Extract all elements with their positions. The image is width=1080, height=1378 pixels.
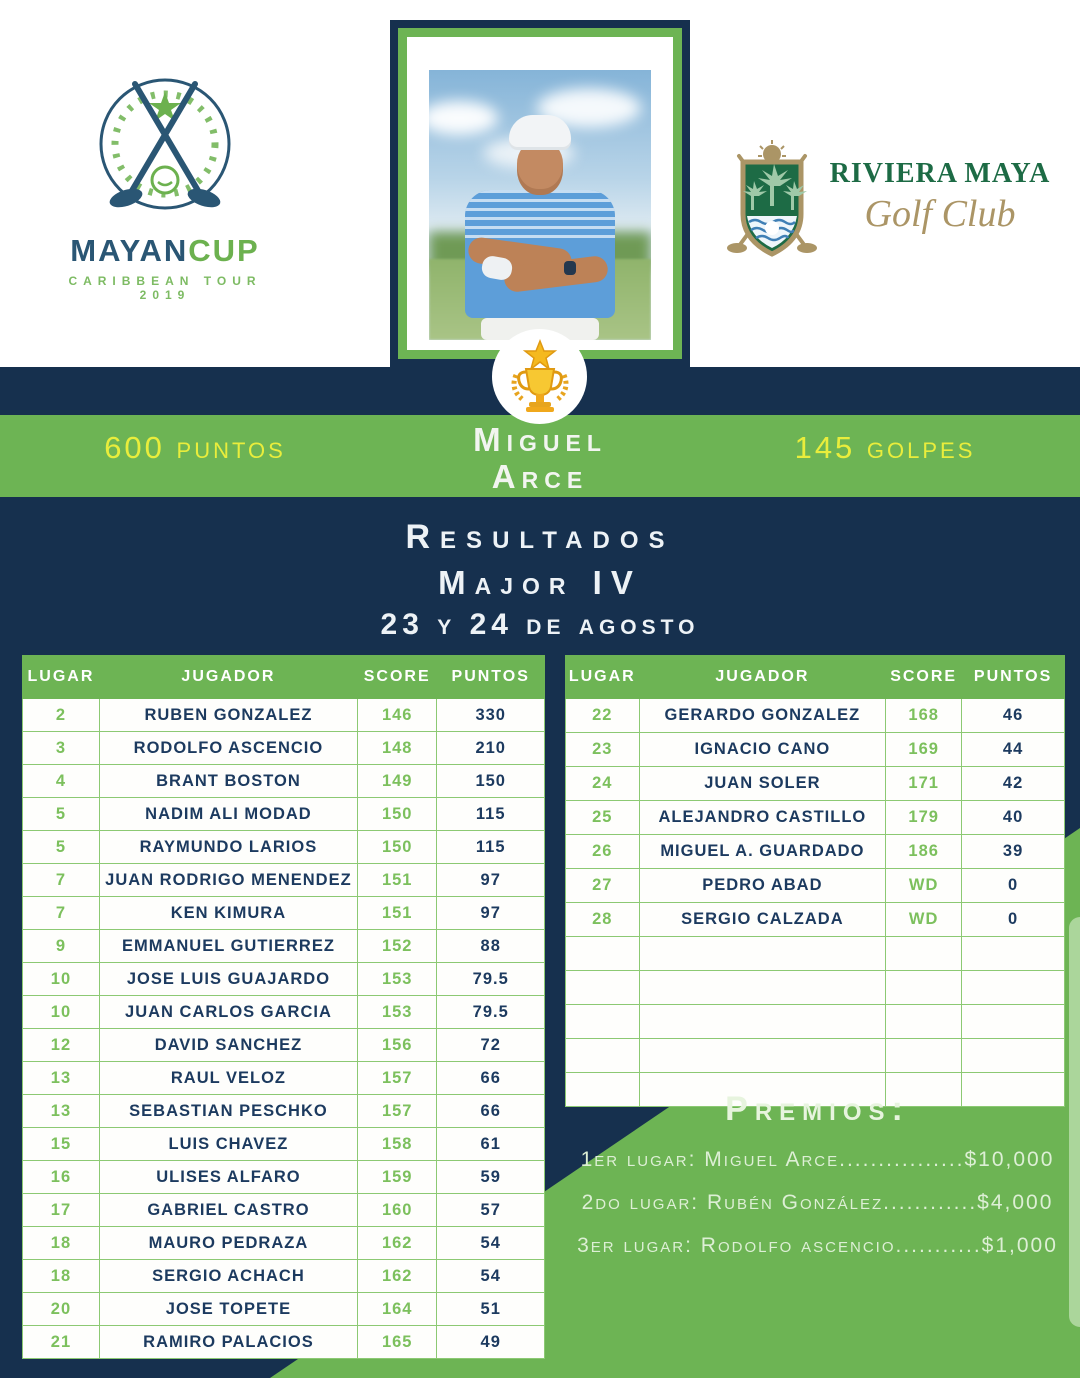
table-cell: 150 [437,765,545,798]
table-cell: 51 [437,1293,545,1326]
column-header-puntos: PUNTOS [962,656,1065,699]
table-cell: 40 [962,801,1065,835]
table-cell: 13 [23,1095,100,1128]
table-cell: 4 [23,765,100,798]
premios-section [560,1090,1075,1258]
table-cell: JUAN CARLOS GARCIA [99,996,357,1029]
table-cell: 23 [566,733,640,767]
table-cell [886,937,962,971]
table-cell: 157 [357,1062,436,1095]
table-cell: 61 [437,1128,545,1161]
table-cell: ALEJANDRO CASTILLO [639,801,886,835]
table-cell: MAURO PEDRAZA [99,1227,357,1260]
table-cell [639,1039,886,1073]
player-last-name: Arce [491,458,589,495]
table-cell: 153 [357,963,436,996]
table-cell: 24 [566,767,640,801]
table-cell: 115 [437,831,545,864]
table-row [23,963,545,996]
table-row [23,831,545,864]
table-cell: RAYMUNDO LARIOS [99,831,357,864]
table-cell [962,937,1065,971]
table-header-row [566,656,1065,699]
table-cell: 165 [357,1326,436,1359]
table-cell: WD [886,903,962,937]
golfer-cap [509,115,571,147]
table-cell: 156 [357,1029,436,1062]
table-cell: 10 [23,963,100,996]
table-cell: 0 [962,903,1065,937]
mayan-cup-wordmark [40,233,290,269]
table-cell: 5 [23,798,100,831]
table-cell [962,1039,1065,1073]
golf-ball-icon [152,167,178,193]
table-cell: 20 [23,1293,100,1326]
photo-frame-green-border [398,28,682,359]
player-name [420,421,660,495]
trophy-icon [504,339,576,415]
column-header-lugar: LUGAR [23,656,100,699]
table-cell: 160 [357,1194,436,1227]
table-cell: 10 [23,996,100,1029]
table-cell: 168 [886,699,962,733]
table-cell: SERGIO CALZADA [639,903,886,937]
table-cell: 28 [566,903,640,937]
table-cell: KEN KIMURA [99,897,357,930]
table-cell: 49 [437,1326,545,1359]
table-cell [639,971,886,1005]
table-cell: LUIS CHAVEZ [99,1128,357,1161]
column-header-jugador: JUGADOR [639,656,886,699]
table-cell: 27 [566,869,640,903]
table-row [23,996,545,1029]
table-row [23,732,545,765]
golfer-portrait [460,115,620,340]
table-cell: 210 [437,732,545,765]
table-cell: 162 [357,1227,436,1260]
table-cell: 12 [23,1029,100,1062]
table-row [23,864,545,897]
table-cell: 66 [437,1062,545,1095]
table-cell: JUAN RODRIGO MENENDEZ [99,864,357,897]
table-cell: 152 [357,930,436,963]
table-cell: 151 [357,897,436,930]
table-cell: 15 [23,1128,100,1161]
wrist-watch [564,261,576,275]
table-cell: 17 [23,1194,100,1227]
table-row [566,767,1065,801]
table-row [566,733,1065,767]
major-heading: Major IV [438,564,642,601]
table-cell: 97 [437,864,545,897]
table-cell: 59 [437,1161,545,1194]
table-cell: 79.5 [437,996,545,1029]
table-cell: 42 [962,767,1065,801]
table-cell: JOSE TOPETE [99,1293,357,1326]
table-row [23,1062,545,1095]
table-cell: 0 [962,869,1065,903]
table-cell: 18 [23,1260,100,1293]
champion-photo-frame [390,20,690,367]
table-cell: RAUL VELOZ [99,1062,357,1095]
table-cell: 25 [566,801,640,835]
table-cell [886,971,962,1005]
table-cell: 57 [437,1194,545,1227]
table-row [566,869,1065,903]
results-title [0,518,1080,642]
table-cell: 21 [23,1326,100,1359]
table-cell: 7 [23,897,100,930]
table-cell: DAVID SANCHEZ [99,1029,357,1062]
table-cell: GABRIEL CASTRO [99,1194,357,1227]
table-cell: SEBASTIAN PESCHKO [99,1095,357,1128]
table-cell [962,971,1065,1005]
table-cell: 2 [23,699,100,732]
table-row [566,699,1065,733]
table-cell: 169 [886,733,962,767]
table-cell: 158 [357,1128,436,1161]
table-cell: 151 [357,864,436,897]
table-row [566,1039,1065,1073]
table-cell: BRANT BOSTON [99,765,357,798]
table-cell: 149 [357,765,436,798]
table-row [23,897,545,930]
caribbean-tour-label: CARIBBEAN TOUR 2019 [68,274,262,302]
star-icon [525,341,555,369]
results-table-left [22,655,545,1359]
table-cell: WD [886,869,962,903]
table-cell: MIGUEL A. GUARDADO [639,835,886,869]
table-row [23,1293,545,1326]
table-cell: 171 [886,767,962,801]
cup-word: CUP [188,233,260,268]
mayan-word: MAYAN [70,233,189,268]
results-table-right [565,655,1065,1107]
player-first-name: Miguel [473,421,607,458]
table-cell: 88 [437,930,545,963]
table-row [23,765,545,798]
table-cell: 16 [23,1161,100,1194]
champion-photo [429,70,651,340]
table-header-row [23,656,545,699]
table-cell: 44 [962,733,1065,767]
table-cell: 18 [23,1227,100,1260]
riviera-maya-logo [725,128,1055,258]
table-cell: 186 [886,835,962,869]
table-cell: 26 [566,835,640,869]
table-row [23,798,545,831]
premios-heading: Premios: [725,1090,910,1128]
golf-ball-icon [765,221,779,235]
table-cell: 66 [437,1095,545,1128]
strokes-stat: 145 golpes [794,430,976,465]
table-row [566,971,1065,1005]
table-row [23,1095,545,1128]
column-header-score: SCORE [886,656,962,699]
table-cell: JUAN SOLER [639,767,886,801]
table-cell: NADIM ALI MODAD [99,798,357,831]
table-cell: 7 [23,864,100,897]
date-heading: 23 y 24 de agosto [380,608,700,641]
table-cell: GERARDO GONZALEZ [639,699,886,733]
table-row [566,801,1065,835]
table-cell: RAMIRO PALACIOS [99,1326,357,1359]
prize-line-2: 2do lugar: Rubén González............$4,000 [581,1191,1054,1214]
table-cell: IGNACIO CANO [639,733,886,767]
table-row [23,1161,545,1194]
table-cell: 164 [357,1293,436,1326]
table-cell [639,937,886,971]
table-cell: 179 [886,801,962,835]
golf-club-script: Golf Club [864,193,1016,235]
table-cell [886,1005,962,1039]
table-cell [886,1039,962,1073]
table-cell: 39 [962,835,1065,869]
table-cell: ULISES ALFARO [99,1161,357,1194]
table-row [23,930,545,963]
table-cell [962,1005,1065,1039]
trophy-medallion [492,329,587,424]
table-cell: 330 [437,699,545,732]
prize-line-3: 3er lugar: Rodolfo ascencio...........$1,000 [577,1234,1058,1257]
mayan-cup-emblem-icon [40,62,290,222]
table-row [566,1005,1065,1039]
table-cell: 146 [357,699,436,732]
table-cell: 46 [962,699,1065,733]
table-cell: 72 [437,1029,545,1062]
table-cell: 97 [437,897,545,930]
table-cell [566,937,640,971]
table-row [566,835,1065,869]
table-row [566,903,1065,937]
table-row [23,1260,545,1293]
table-row [23,1029,545,1062]
table-cell [566,1005,640,1039]
table-cell: 54 [437,1260,545,1293]
table-cell: PEDRO ABAD [639,869,886,903]
mayan-cup-logo [40,62,290,302]
table-cell: 79.5 [437,963,545,996]
column-header-puntos: PUNTOS [437,656,545,699]
table-cell: 13 [23,1062,100,1095]
table-row [566,937,1065,971]
table-cell: 54 [437,1227,545,1260]
table-cell [566,971,640,1005]
table-row [23,1227,545,1260]
results-heading: Resultados [405,518,675,556]
table-cell: 159 [357,1161,436,1194]
table-cell: 150 [357,798,436,831]
table-cell: 9 [23,930,100,963]
table-cell: 157 [357,1095,436,1128]
table-cell: 115 [437,798,545,831]
riviera-shield-icon [725,138,820,263]
table-row [23,1194,545,1227]
table-row [23,1326,545,1359]
prize-line-1: 1er lugar: Miguel Arce................$10,000 [580,1148,1055,1171]
table-cell: 153 [357,996,436,1029]
column-header-score: SCORE [357,656,436,699]
table-cell [639,1005,886,1039]
table-row [23,1128,545,1161]
table-cell: EMMANUEL GUTIERREZ [99,930,357,963]
column-header-lugar: LUGAR [566,656,640,699]
riviera-maya-wordmark: RIVIERA MAYA [829,158,1051,189]
table-cell: 148 [357,732,436,765]
table-cell: 162 [357,1260,436,1293]
table-row [23,699,545,732]
table-cell: JOSE LUIS GUAJARDO [99,963,357,996]
table-cell: 22 [566,699,640,733]
table-cell: RODOLFO ASCENCIO [99,732,357,765]
table-cell: 150 [357,831,436,864]
column-header-jugador: JUGADOR [99,656,357,699]
table-cell: 5 [23,831,100,864]
table-cell: 3 [23,732,100,765]
photo-frame-white-matte [407,37,673,350]
golfer-face [517,141,563,195]
table-cell [566,1039,640,1073]
table-cell: SERGIO ACHACH [99,1260,357,1293]
points-stat: 600 puntos [104,430,286,465]
table-cell: RUBEN GONZALEZ [99,699,357,732]
